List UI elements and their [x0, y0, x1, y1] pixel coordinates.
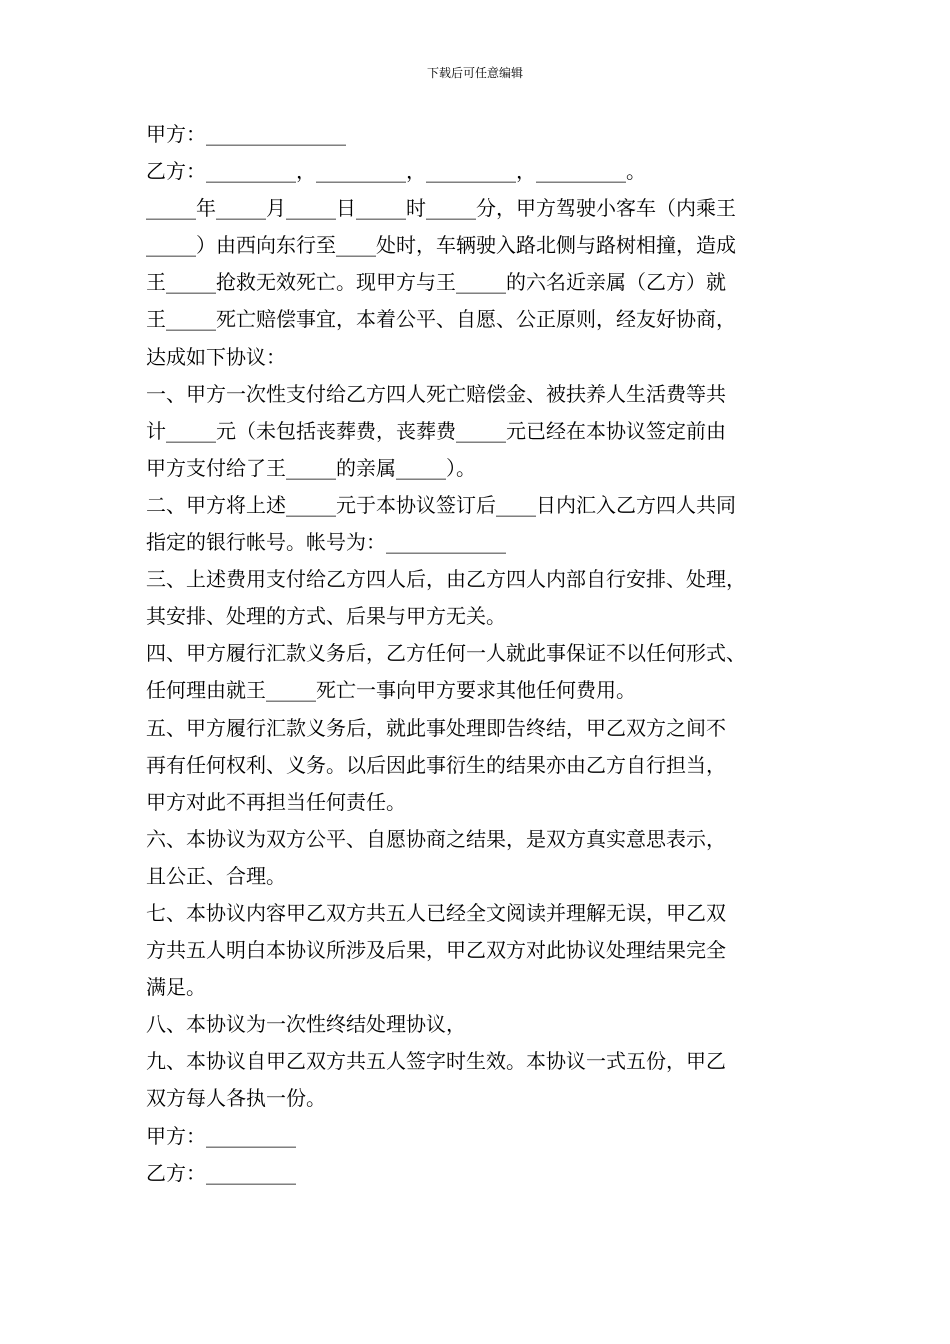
signature-party-b: 乙方：_________: [146, 1160, 296, 1185]
clause-9-line: 双方每人各执一份。: [146, 1086, 326, 1111]
clause-7-line: 七、本协议内容甲乙双方共五人已经全文阅读并理解无误，甲乙双: [146, 900, 726, 925]
clause-8-line: 八、本协议为一次性终结处理协议，: [146, 1012, 466, 1037]
signature-party-a: 甲方：_________: [146, 1123, 296, 1148]
clause-9-line: 九、本协议自甲乙双方共五人签字时生效。本协议一式五份，甲乙: [146, 1049, 726, 1074]
clause-1-line: 一、甲方一次性支付给乙方四人死亡赔偿金、被扶养人生活费等共: [146, 381, 726, 406]
agreement-body: [146, 116, 826, 1192]
clause-5-line: 再有任何权利、义务。以后因此事衍生的结果亦由乙方自行担当，: [146, 752, 726, 777]
paragraph-line: _____年_____月_____日_____时_____分，甲方驾驶小客车（内乘王: [146, 196, 736, 221]
party-b-line: 乙方：_________，_________，_________，_________。: [146, 159, 646, 184]
page-header: 下载后可任意编辑: [426, 66, 523, 80]
clause-6-line: 且公正、合理。: [146, 863, 286, 888]
clause-3-line: 三、上述费用支付给乙方四人后，由乙方四人内部自行安排、处理，: [146, 567, 746, 592]
clause-3-line: 其安排、处理的方式、后果与甲方无关。: [146, 604, 506, 629]
paragraph-line: 王_____死亡赔偿事宜，本着公平、自愿、公正原则，经友好协商，: [146, 307, 736, 332]
clause-7-line: 方共五人明白本协议所涉及后果，甲乙双方对此协议处理结果完全: [146, 938, 726, 963]
clause-7-line: 满足。: [146, 975, 206, 1000]
party-a-line: 甲方：______________: [146, 122, 346, 146]
clause-5-line: 五、甲方履行汇款义务后，就此事处理即告终结，甲乙双方之间不: [146, 715, 726, 740]
clause-6-line: 六、本协议为双方公平、自愿协商之结果，是双方真实意思表示，: [146, 826, 726, 851]
paragraph-line: _____）由西向东行至____处时，车辆驶入路北侧与路树相撞，造成: [146, 233, 736, 258]
clause-2-line: 二、甲方将上述_____元于本协议签订后____日内汇入乙方四人共同: [146, 492, 736, 517]
clause-1-line: 甲方支付给了王_____的亲属_____）。: [146, 455, 476, 480]
clause-2-line: 指定的银行帐号。帐号为：____________: [146, 530, 506, 555]
clause-1-line: 计_____元（未包括丧葬费，丧葬费_____元已经在本协议签定前由: [146, 418, 726, 443]
clause-4-line: 四、甲方履行汇款义务后，乙方任何一人就此事保证不以任何形式、: [146, 641, 746, 666]
paragraph-line: 达成如下协议：: [146, 344, 286, 369]
clause-5-line: 甲方对此不再担当任何责任。: [146, 789, 406, 814]
clause-4-line: 任何理由就王_____死亡一事向甲方要求其他任何费用。: [146, 678, 636, 703]
paragraph-line: 王_____抢救无效死亡。现甲方与王_____的六名近亲属（乙方）就: [146, 270, 726, 295]
